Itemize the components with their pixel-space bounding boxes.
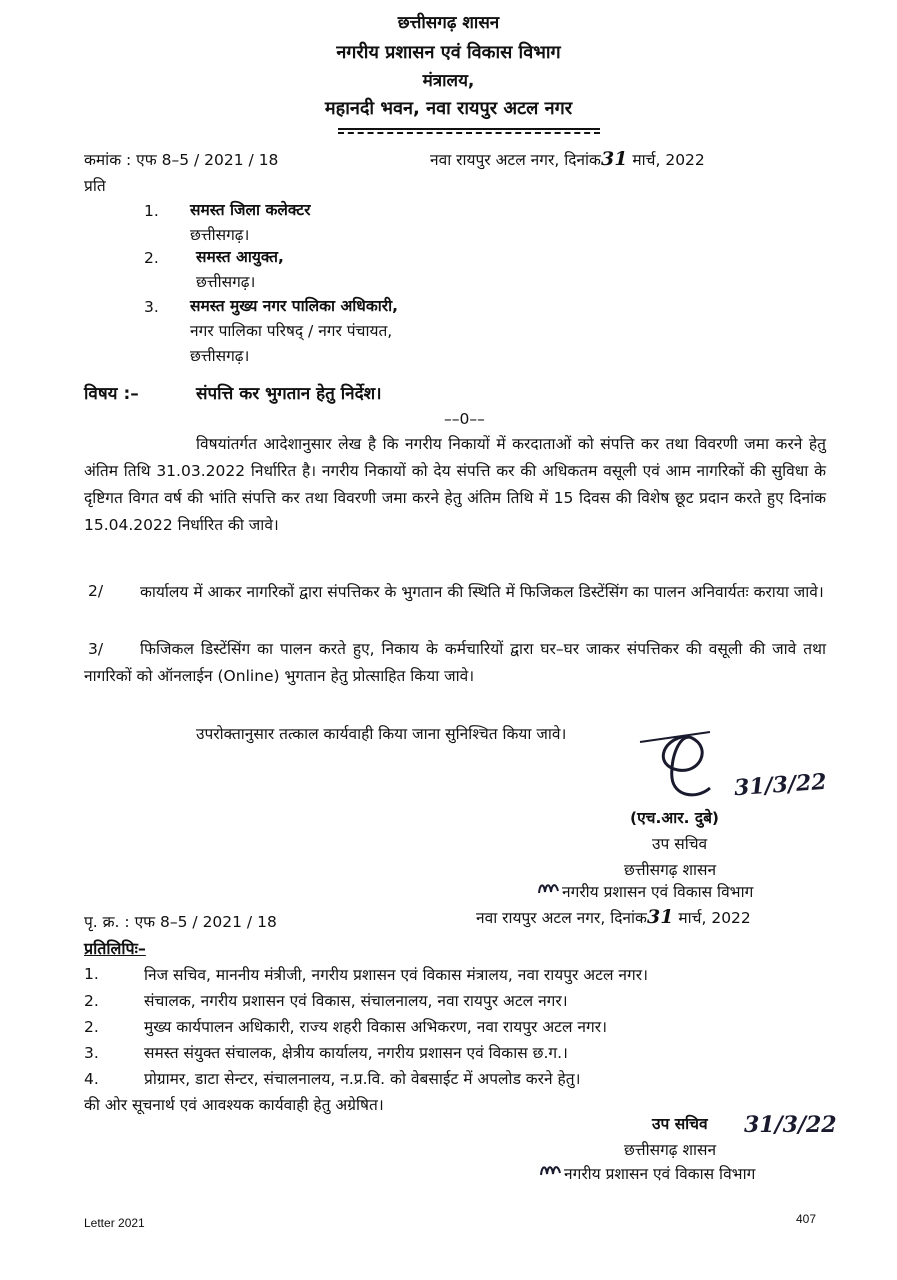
recipient-title: समस्त जिला कलेक्टर [190,201,311,219]
handwritten-date-day: 31 [646,906,674,928]
copy-item-text: मुख्य कार्यपालन अधिकारी, राज्य शहरी विकास अभिकरण, नवा रायपुर अटल नगर। [144,1018,607,1036]
signatory-place: नवा रायपुर अटल नगर, दिनांक [476,909,647,927]
copy-label: प्रतिलिपिः– [84,939,146,958]
prati-label: प्रति [84,177,106,195]
recipient-number: 3. [144,298,159,316]
header-address: महानदी भवन, नवा रायपुर अटल नगर [324,98,573,119]
signatory-dept: नगरीय प्रशासन एवं विकास विभाग [562,883,754,901]
header-rule-top [338,128,600,130]
reference-place: नवा रायपुर अटल नगर, दिनांक [430,151,601,169]
signatory-month-year: मार्च, 2022 [673,909,751,927]
endorsement-number: पृ. क्र. : एफ 8–5 / 2021 / 18 [84,913,277,931]
handwritten-signature-date: 31/3/22 [733,768,828,802]
reference-place-date [430,148,705,170]
reference-number: कमांक : एफ 8–5 / 2021 / 18 [84,151,279,169]
signatory2-dept: नगरीय प्रशासन एवं विकास विभाग [564,1165,756,1183]
subject-separator: ––0–– [444,410,485,428]
initials-mark-icon [538,1159,564,1181]
copy-item-number: 4. [84,1070,99,1088]
page-number: 407 [796,1212,817,1226]
copy-item-text: संचालक, नगरीय प्रशासन एवं विकास, संचालनालय, नवा रायपुर अटल नगर। [144,992,568,1010]
copy-item-number: 3. [84,1044,99,1062]
signatory-govt: छत्तीसगढ़ शासन [624,861,717,879]
header-department: नगरीय प्रशासन एवं विकास विभाग [336,42,561,63]
reference-month-year: मार्च, 2022 [627,151,705,169]
paragraph-2-number: 2/ [88,582,104,600]
header-rule-bottom [338,132,600,134]
initials-mark-icon [536,877,562,899]
recipient-number: 2. [144,249,159,267]
footer-left: Letter 2021 [84,1216,145,1230]
subject-text: संपत्ति कर भुगतान हेतु निर्देश। [196,384,382,404]
copy-item-number: 2. [84,1018,99,1036]
signatory2-govt: छत्तीसगढ़ शासन [624,1141,717,1159]
copy-item-text: निज सचिव, माननीय मंत्रीजी, नगरीय प्रशासन एवं विकास मंत्रालय, नवा रायपुर अटल नगर। [144,966,648,984]
signatory-place-date [476,906,751,928]
copy-item-number: 2. [84,992,99,1010]
copy-item-number: 1. [84,965,99,983]
recipient-line: छत्तीसगढ़। [190,347,250,365]
signatory2-designation: उप सचिव [652,1115,708,1133]
subject-label: विषय :– [84,384,139,404]
paragraph-2: कार्यालय में आकर नागरिकों द्वारा संपत्तिकर के भुगतान की स्थिति में फिजिकल डिस्टेंसिंग का पालन अनिवार्यतः कराया जावे। [140,583,824,601]
handwritten-date-day: 31 [600,148,628,170]
copy-item-text: समस्त संयुक्त संचालक, क्षेत्रीय कार्यालय, नगरीय प्रशासन एवं विकास छ.ग.। [144,1044,568,1062]
header-mantralaya: मंत्रालय, [422,71,475,91]
recipient-line: छत्तीसगढ़। [190,226,250,244]
forwarded-line: की ओर सूचनार्थ एवं आवश्यक कार्यवाही हेतु अग्रेषित। [84,1096,384,1114]
header-govt: छत्तीसगढ़ शासन [397,13,500,33]
recipient-title: समस्त मुख्य नगर पालिका अधिकारी, [190,297,399,315]
closing-line: उपरोक्तानुसार तत्काल कार्यवाही किया जाना सुनिश्चित किया जावे। [196,725,567,743]
recipient-number: 1. [144,202,159,220]
recipient-line: छत्तीसगढ़। [196,273,256,291]
paragraph-1: विषयांतर्गत आदेशानुसार लेख है कि नगरीय निकायों में करदाताओं को संपत्ति कर तथा विवरणी जमा करने हेतु अंतिम तिथि 31.03.2022 निर्धारित है। नगरीय निकायों को देय संपत्ति कर की अधिकतम वसूली एवं आम नागरिकों की सुविधा के दृष्टिगत विगत वर्ष की भांति संपत्ति कर तथा विवरणी जमा करने हेतु अंतिम तिथि में 15 दिवस की विशेष छूट प्रदान करते हुए दिनांक 15.04.2022 निर्धारित की जावे। [84,435,826,534]
copy-item-text: प्रोग्रामर, डाटा सेन्टर, संचालनालय, न.प्र.वि. को वेबसाईट में अपलोड करने हेतु। [144,1070,581,1088]
recipient-line: नगर पालिका परिषद् / नगर पंचायत, [190,322,393,340]
handwritten-signature2-date: 31/3/22 [744,1112,837,1138]
signatory-designation: उप सचिव [652,835,708,853]
signatory-name: (एच.आर. दुबे) [630,809,720,827]
paragraph-3-number: 3/ [88,640,104,658]
paragraph-3: फिजिकल डिस्टेंसिंग का पालन करते हुए, निकाय के कर्मचारियों द्वारा घर–घर जाकर संपत्तिकर की वसूली की जावे तथा नागरिकों को ऑनलाईन (Online) भुगतान हेतु प्रोत्साहित किया जावे। [84,640,826,685]
recipient-title: समस्त आयुक्त, [196,248,284,266]
